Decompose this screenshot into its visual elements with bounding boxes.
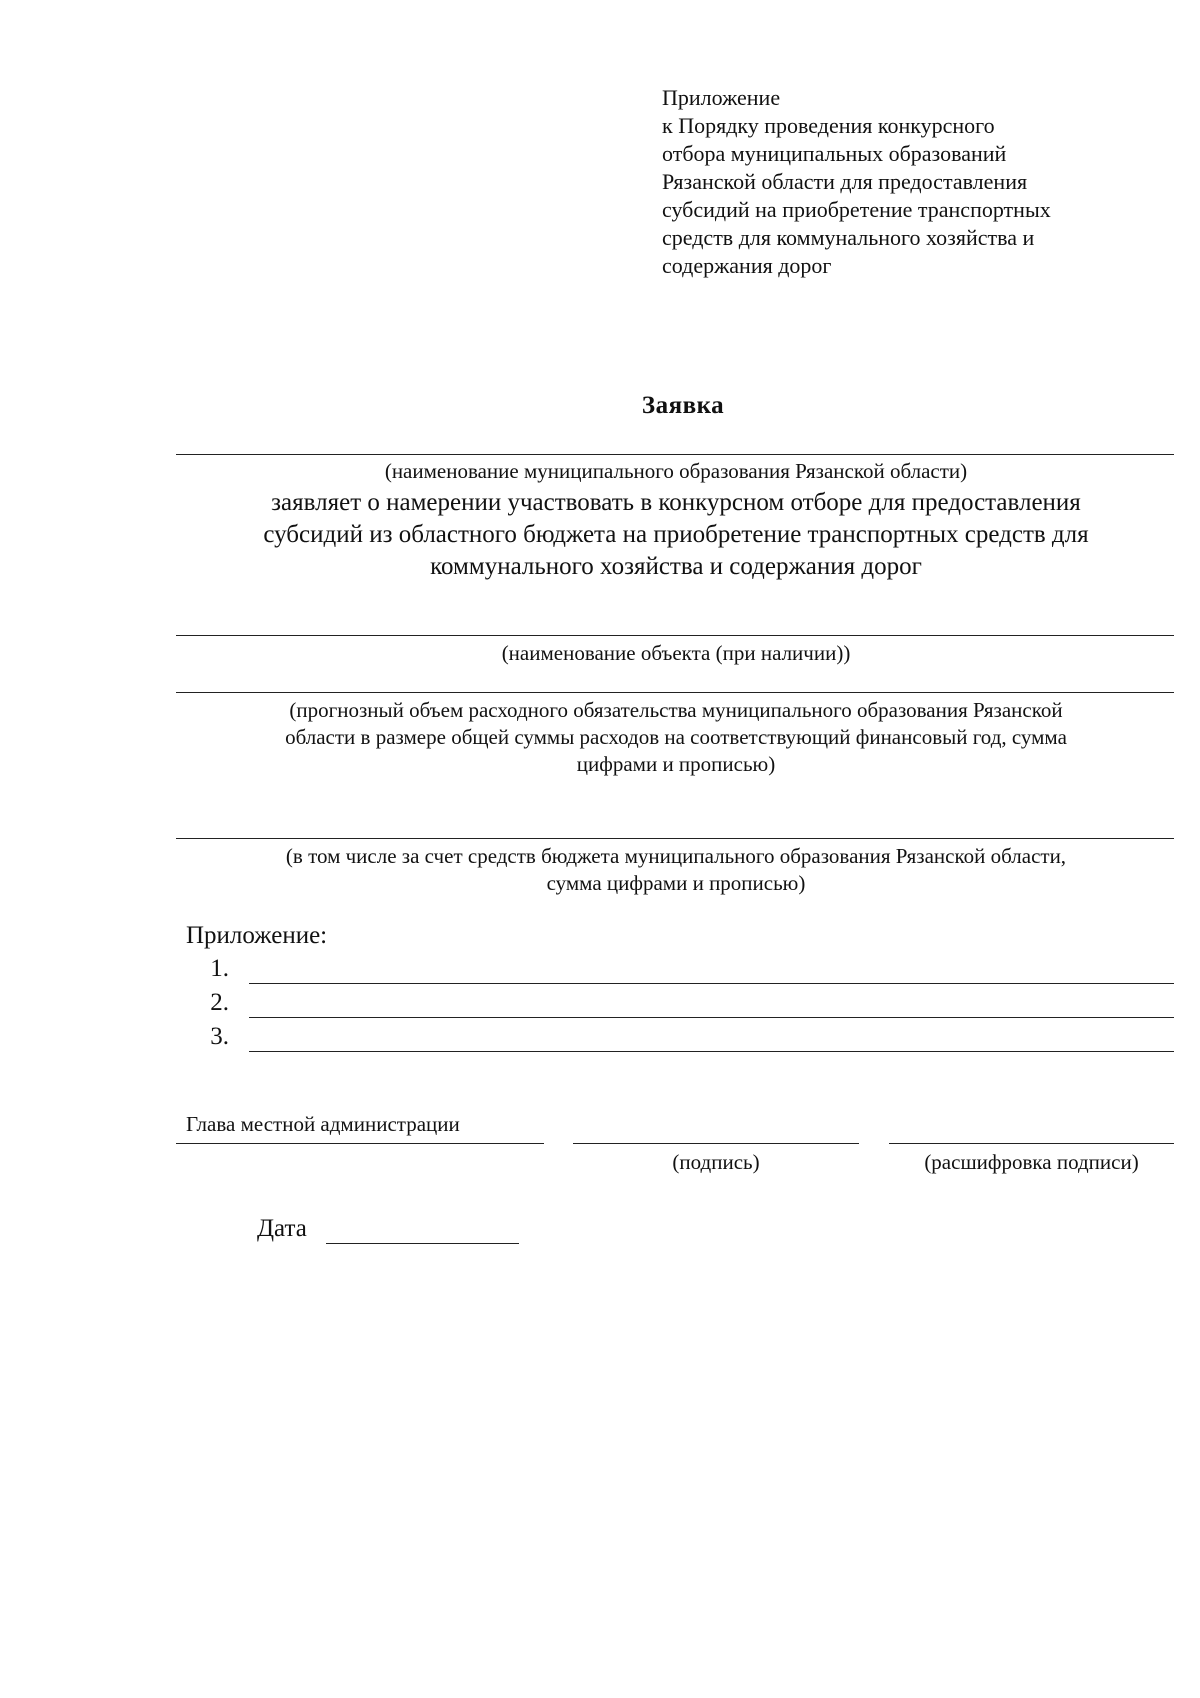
attachment-number: 2. xyxy=(210,989,229,1016)
attachment-field[interactable] xyxy=(249,1051,1174,1052)
date-label: Дата xyxy=(257,1215,307,1242)
object-caption: (наименование объекта (при наличии)) xyxy=(501,641,851,665)
document-title: Заявка xyxy=(641,392,725,419)
attachments-label: Приложение: xyxy=(186,922,328,949)
expenditure-caption xyxy=(176,697,1176,778)
attachment-field[interactable] xyxy=(249,983,1174,984)
attachment-number: 1. xyxy=(210,955,229,982)
annex-header-line: Приложение xyxy=(662,85,781,110)
date-field[interactable] xyxy=(326,1243,519,1244)
statement-text xyxy=(176,487,1176,583)
statement-line: заявляет о намерении участвовать в конкурсном отборе для предоставления xyxy=(271,489,1081,516)
annex-header xyxy=(662,84,1142,280)
local-budget-field[interactable] xyxy=(176,838,1174,839)
annex-header-line: средств для коммунального хозяйства и xyxy=(662,225,1035,250)
municipality-caption: (наименование муниципального образования Рязанской области) xyxy=(384,459,968,483)
signature-decode-field[interactable] xyxy=(889,1143,1174,1144)
head-position-field[interactable] xyxy=(176,1143,544,1144)
annex-header-line: Рязанской области для предоставления xyxy=(662,169,1028,194)
expenditure-caption-line: области в размере общей суммы расходов на соответствующий финансовый год, сумма xyxy=(285,725,1067,749)
statement-line: субсидий из областного бюджета на приобретение транспортных средств для xyxy=(263,521,1089,548)
annex-header-line: к Порядку проведения конкурсного xyxy=(662,113,995,138)
expenditure-volume-field[interactable] xyxy=(176,692,1174,693)
attachment-number: 3. xyxy=(210,1023,229,1050)
local-budget-caption-line: сумма цифрами и прописью) xyxy=(546,871,806,895)
signature-decode-caption: (расшифровка подписи) xyxy=(924,1150,1139,1174)
annex-header-line: отбора муниципальных образований xyxy=(662,141,1007,166)
annex-header-line: содержания дорог xyxy=(662,253,832,278)
signature-field[interactable] xyxy=(573,1143,859,1144)
head-of-administration-label: Глава местной администрации xyxy=(186,1112,460,1136)
expenditure-caption-line: цифрами и прописью) xyxy=(576,752,776,776)
object-name-field[interactable] xyxy=(176,635,1174,636)
local-budget-caption xyxy=(176,843,1176,897)
expenditure-caption-line: (прогнозный объем расходного обязательства муниципального образования Рязанской xyxy=(289,698,1063,722)
municipality-name-field[interactable] xyxy=(176,454,1174,455)
annex-header-line: субсидий на приобретение транспортных xyxy=(662,197,1051,222)
statement-line: коммунального хозяйства и содержания дорог xyxy=(430,553,922,580)
local-budget-caption-line: (в том числе за счет средств бюджета муниципального образования Рязанской области, xyxy=(285,844,1067,868)
attachment-field[interactable] xyxy=(249,1017,1174,1018)
signature-caption: (подпись) xyxy=(672,1150,760,1174)
